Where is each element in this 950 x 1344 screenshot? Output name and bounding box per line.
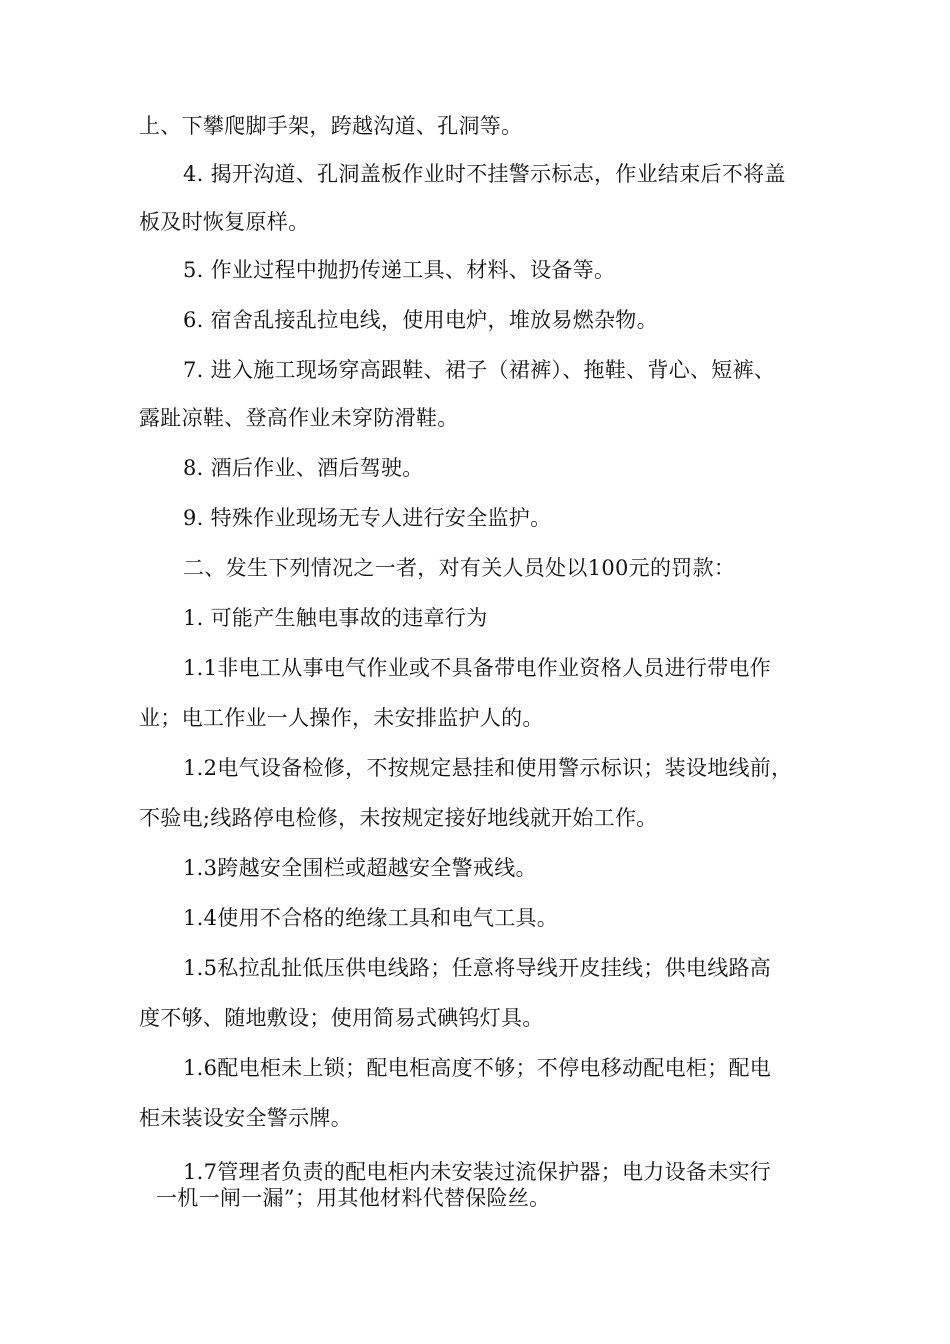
text-line: 露趾凉鞋、登高作业未穿防滑鞋。 [139,406,459,430]
text-line: 业；电工作业一人操作，未安排监护人的。 [139,706,544,730]
text-line: 1.3跨越安全围栏或超越安全警戒线。 [183,856,537,880]
text-line: 9. 特殊作业现场无专人进行安全监护。 [183,506,552,530]
section-heading: 二、发生下列情况之一者，对有关人员处以100元的罚款： [183,556,736,580]
text-line: 度不够、随地敷设；使用简易式碘钨灯具。 [139,1006,544,1030]
text-line: 1.1非电工从事电气作业或不具备带电作业资格人员进行带电作 [183,656,772,680]
text-line: 1.5私拉乱扯低压供电线路；任意将导线开皮挂线；供电线路高 [183,956,772,980]
text-line: 1.2电气设备检修，不按规定悬挂和使用警示标识；装设地线前， [183,756,793,780]
text-line: 一机一闸一漏”；用其他材料代替保险丝。 [156,1186,551,1210]
text-line: 板及时恢复原样。 [139,210,310,234]
text-line: 1.7管理者负责的配电柜内未安装过流保护器；电力设备未实行 [183,1160,772,1184]
text-line: 1.4使用不合格的绝缘工具和电气工具。 [183,906,559,930]
text-line: 8. 酒后作业、酒后驾驶。 [183,456,424,480]
text-line: 柜未装设安全警示牌。 [139,1106,352,1130]
text-line: 7. 进入施工现场穿高跟鞋、裙子（裙裤）、拖鞋、背心、短裤、 [183,358,776,382]
text-line: 上、下攀爬脚手架，跨越沟道、孔洞等。 [139,114,523,138]
text-line: 不验电;线路停电检修，未按规定接好地线就开始工作。 [139,806,658,830]
text-line: 5. 作业过程中抛扔传递工具、材料、设备等。 [183,258,616,282]
text-line: 4. 揭开沟道、孔洞盖板作业时不挂警示标志，作业结束后不将盖 [183,162,786,186]
text-line: 6. 宿舍乱接乱拉电线，使用电炉，堆放易燃杂物。 [183,308,658,332]
text-line: 1.6配电柜未上锁；配电柜高度不够；不停电移动配电柜；配电 [183,1056,772,1080]
text-line: 1. 可能产生触电事故的违章行为 [183,606,488,630]
